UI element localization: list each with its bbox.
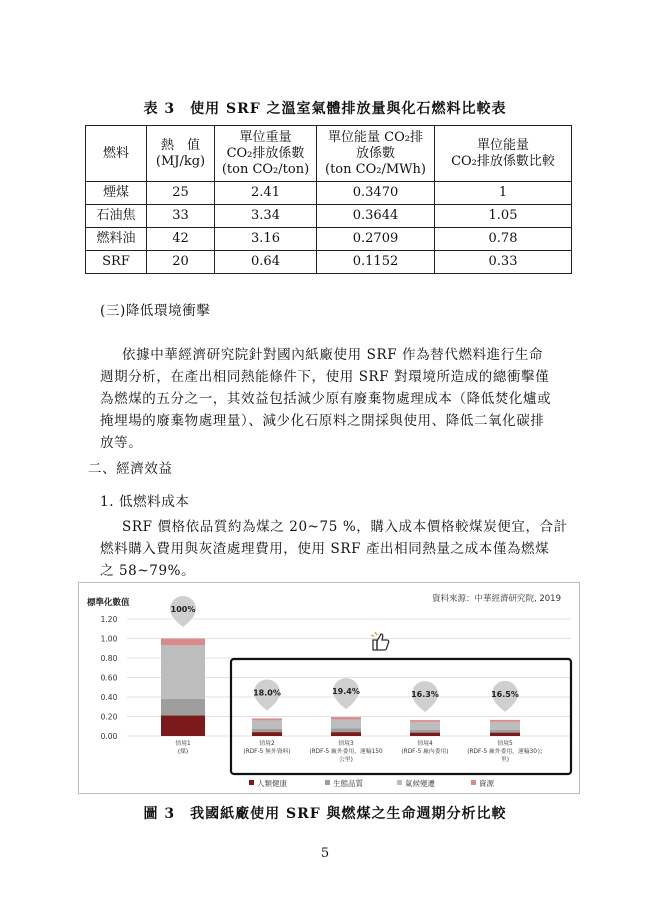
bar-segment — [252, 732, 282, 736]
table-row — [86, 182, 572, 205]
bar-segment — [410, 720, 440, 722]
x-category-label: 情境3 — [338, 741, 354, 747]
section-body-environment — [100, 344, 600, 454]
bar-total-label: 100% — [170, 605, 196, 614]
bar-segment — [331, 719, 361, 728]
legend-swatch — [397, 780, 402, 785]
table-header-cell — [317, 126, 435, 182]
table-header-cell — [215, 126, 317, 182]
bar-segment — [252, 718, 282, 720]
table-row — [86, 205, 572, 228]
paragraph-line: 之 58~79%。 — [100, 563, 196, 579]
y-tick-label: 0.80 — [100, 654, 118, 663]
bar-segment — [490, 722, 520, 730]
table-cell: 1 — [435, 182, 572, 205]
bar-segment — [252, 729, 282, 732]
bar-segment — [490, 720, 520, 722]
legend-swatch — [471, 780, 476, 785]
x-category-label: 情境5 — [497, 741, 513, 747]
x-category-label: (RDF-5 廠外委用，運輸150 — [309, 749, 383, 755]
paragraph-line: 掩埋場的廢棄物處理量）、減少化石原料之開採與使用、降低二氧化碳排 — [100, 413, 545, 429]
x-category-label: 情境4 — [417, 741, 433, 747]
table-cell: 石油焦 — [86, 205, 147, 228]
y-tick-label: 0.60 — [100, 673, 118, 683]
bar-total-label: 16.3% — [411, 690, 439, 700]
table-header-line: 放係數 — [355, 145, 395, 161]
table-header-line: (ton CO₂/MWh) — [325, 161, 426, 177]
table-cell: 0.64 — [215, 251, 317, 274]
table-header-row — [86, 126, 572, 182]
table-row — [86, 228, 572, 251]
bar-total-label: 18.0% — [253, 688, 281, 698]
table-cell: 33 — [147, 205, 215, 228]
legend-label: 資源 — [479, 779, 494, 788]
table-header-line: CO₂排放係數 — [226, 145, 305, 161]
bar-segment — [161, 699, 205, 716]
bar-segment — [490, 730, 520, 733]
page-number: 5 — [320, 846, 330, 861]
paragraph-line: 燃料購入費用與灰渣處理費用，使用 SRF 產出相同熱量之成本僅為燃煤 — [100, 541, 550, 557]
bar-total-label: 16.5% — [491, 689, 519, 699]
y-tick-label: 0.20 — [100, 712, 118, 722]
lca-bar-chart — [79, 583, 579, 793]
legend-label: 人類健康 — [257, 779, 287, 788]
table-cell: 3.34 — [215, 205, 317, 228]
table-cell: 0.1152 — [317, 251, 435, 274]
figure-lca-chart — [78, 582, 580, 794]
table-cell: 煙煤 — [86, 182, 147, 205]
table-cell: 0.3644 — [317, 205, 435, 228]
legend-swatch — [249, 780, 254, 785]
bar-segment — [161, 716, 205, 736]
table-cell: 20 — [147, 251, 215, 274]
bar-segment — [331, 732, 361, 736]
paragraph-line: 為燃煤的五分之一，其效益包括減少原有廢棄物處理成本（降低焚化爐或 — [100, 391, 552, 407]
table-header-cell — [86, 126, 147, 182]
table-row — [86, 251, 572, 274]
bar-segment — [252, 720, 282, 728]
table-header-line: 燃料 — [102, 145, 129, 161]
bar-segment — [410, 722, 440, 730]
bar-segment — [331, 728, 361, 732]
paragraph-line: 依據中華經濟研究院針對國內紙廠使用 SRF 作為替代燃料進行生命 — [122, 347, 544, 363]
figure-caption: 圖 3 我國紙廠使用 SRF 與燃煤之生命週期分析比較 — [143, 806, 507, 822]
subsection-heading-fuel-cost: 1. 低燃料成本 — [100, 494, 190, 510]
y-axis-label: 標準化數值 — [87, 598, 130, 608]
section-heading-environment: (三)降低環境衝擊 — [100, 303, 211, 319]
table-header-line: 單位能量 CO₂排 — [328, 129, 423, 145]
table-cell: 0.2709 — [317, 228, 435, 251]
paragraph-line: 週期分析，在產出相同熱能條件下，使用 SRF 對環境所造成的總衝擊僅 — [100, 369, 550, 385]
table-cell: 42 — [147, 228, 215, 251]
bar-total-label: 19.4% — [332, 687, 360, 697]
x-category-label: 里) — [500, 757, 510, 763]
table-cell: 0.3470 — [317, 182, 435, 205]
table-header-cell — [147, 126, 215, 182]
legend-label: 生態品質 — [333, 779, 363, 788]
table-title: 表 3 使用 SRF 之溫室氣體排放量與化石燃料比較表 — [143, 101, 507, 117]
subsection-body-fuel-cost — [100, 516, 600, 582]
legend-swatch — [325, 780, 330, 785]
table-header-line: 單位重量 — [239, 129, 292, 145]
table-cell: 2.41 — [215, 182, 317, 205]
section-heading-economic: 二、經濟效益 — [88, 461, 173, 477]
x-category-label: 情境2 — [259, 741, 275, 747]
table-cell: 1.05 — [435, 205, 572, 228]
bar-segment — [490, 733, 520, 736]
paragraph-line: SRF 價格依品質約為煤之 20~75 %，購入成本價格較煤炭便宜，合計 — [122, 519, 568, 535]
y-tick-label: 1.00 — [100, 634, 118, 644]
table-header-cell — [435, 126, 572, 182]
table-header-line: CO₂排放係數比較 — [451, 153, 555, 169]
bar-segment — [331, 717, 361, 719]
x-category-label: (RDF-5 廠外委用，運輸30公 — [467, 749, 543, 755]
y-tick-label: 1.20 — [100, 615, 118, 624]
y-tick-label: 0.00 — [100, 732, 118, 741]
table-header-line: 熱 值 — [160, 137, 200, 153]
x-category-label: (RDF-5 廠內委用) — [401, 749, 449, 755]
y-tick-label: 0.40 — [100, 693, 118, 702]
bar-segment — [410, 733, 440, 736]
bar-segment — [161, 645, 205, 699]
table-header-line: 單位能量 — [476, 137, 529, 153]
legend-label: 氣候變遷 — [405, 779, 435, 788]
thumbs-up-icon — [371, 632, 389, 650]
table-cell: 3.16 — [215, 228, 317, 251]
table-cell: SRF — [86, 251, 147, 274]
bar-segment — [161, 639, 205, 646]
paragraph-line: 放等。 — [100, 435, 143, 451]
x-category-label: (RDF-5 無外資料) — [243, 749, 291, 755]
x-category-label: 情境1 — [175, 741, 191, 747]
bar-segment — [410, 730, 440, 733]
table-cell: 0.78 — [435, 228, 572, 251]
comparison-table — [85, 125, 572, 274]
figure-source-note: 資料來源：中華經濟研究院, 2019 — [431, 594, 561, 604]
table-cell: 燃料油 — [86, 228, 147, 251]
table-cell: 25 — [147, 182, 215, 205]
x-category-label: (煤) — [177, 749, 189, 755]
x-category-label: 公里) — [339, 757, 353, 763]
table-cell: 0.33 — [435, 251, 572, 274]
table-header-line: (ton CO₂/ton) — [221, 161, 310, 177]
table-header-line: (MJ/kg) — [155, 153, 206, 169]
